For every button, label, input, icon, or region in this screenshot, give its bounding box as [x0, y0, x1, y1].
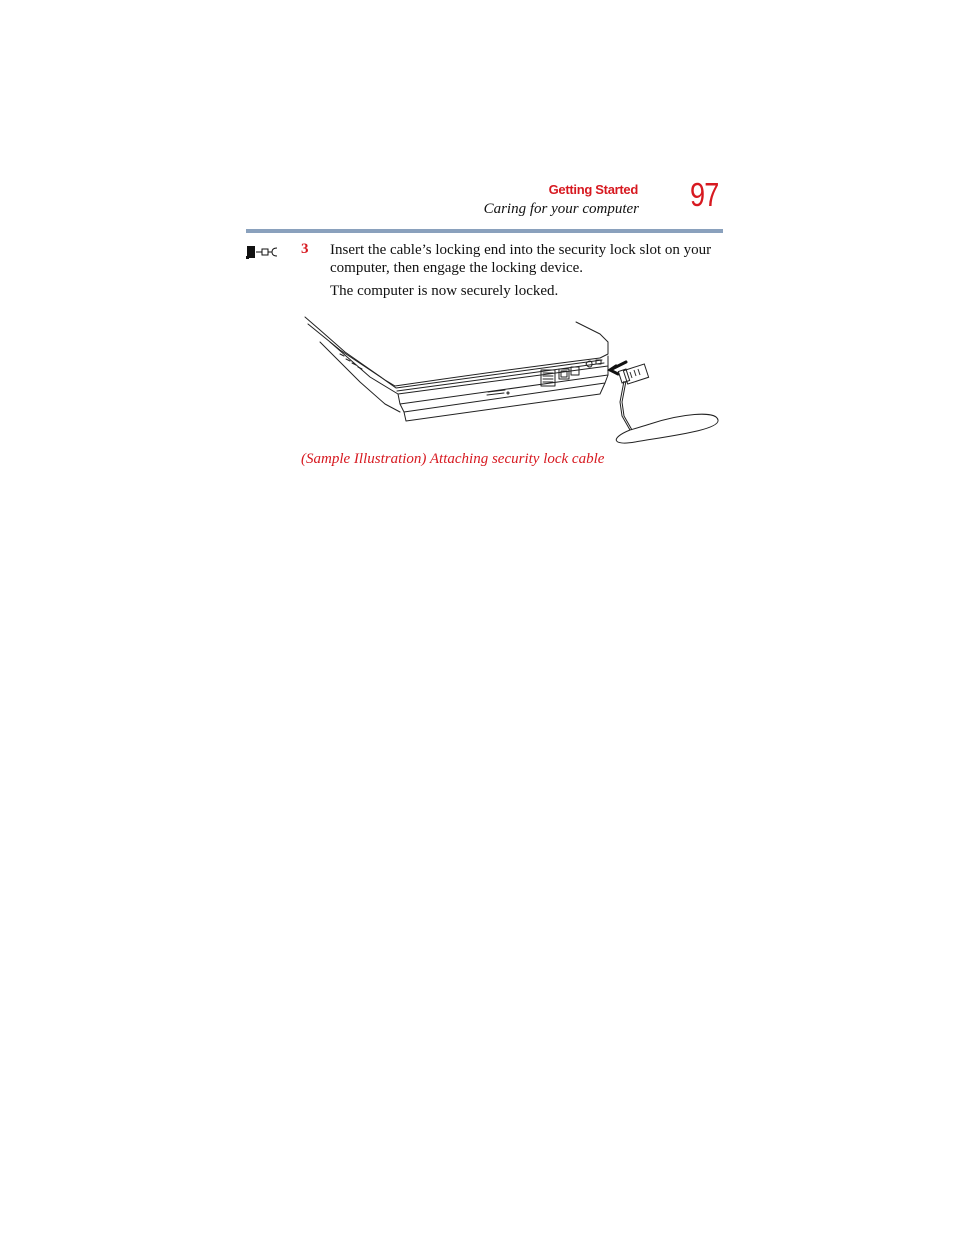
header-rule: [246, 229, 723, 233]
running-header-section: Getting Started: [548, 182, 638, 197]
running-header-subsection: Caring for your computer: [483, 201, 639, 217]
step-instruction: Insert the cable’s locking end into the security lock slot on your computer, then engage the locking device.: [330, 242, 712, 276]
page-number: 97: [690, 176, 719, 213]
figure-caption: (Sample Illustration) Attaching security lock cable: [301, 451, 605, 467]
step-number: 3: [301, 241, 309, 257]
computer-step-icon: [246, 244, 280, 260]
security-lock-illustration: [300, 312, 725, 452]
step-result: The computer is now securely locked.: [330, 283, 559, 299]
